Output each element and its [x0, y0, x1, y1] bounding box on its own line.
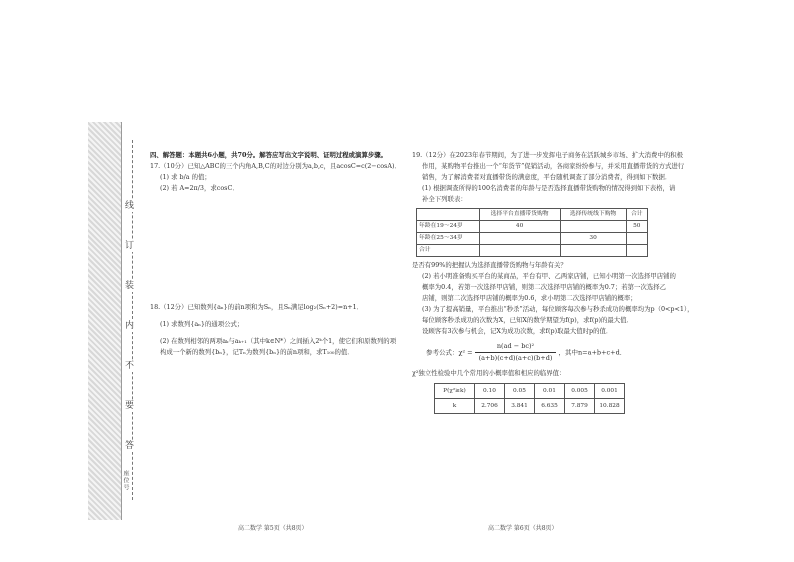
table-cell: 0.05 — [505, 384, 535, 399]
table-cell: 3.841 — [505, 399, 535, 414]
table-cell: P(χ²≥k) — [435, 384, 475, 399]
question-19-stem-line: 销售，为了解消费者对直播带货的满意度，平台随机调查了部分消费者，得到如下数据． — [422, 173, 672, 181]
question-17-part-2: (2) 若 A=2π/3，求cosC． — [160, 184, 239, 192]
seal-char: 答 — [125, 441, 135, 451]
table-cell: 合计 — [417, 245, 480, 257]
formula-numerator: n(ad − bc)² — [475, 341, 557, 353]
question-18-stem: 18.（12分）已知数列{aₙ}的前n项和为Sₙ，且Sₙ满足log₂(Sₙ+2)=n+1． — [150, 303, 364, 311]
table-cell: 0.01 — [535, 384, 565, 399]
table-cell: k — [435, 399, 475, 414]
table-cell: 0.10 — [475, 384, 505, 399]
question-17-part-1: (1) 求 b/a 的值； — [160, 173, 211, 181]
question-19-part-3-cont: 每位顾客秒杀成功的次数为X，已知X的数学期望为f(p)，求f(p)的最大值． — [422, 316, 633, 324]
contingency-table — [416, 208, 648, 257]
formula-denominator: (a+b)(c+d)(a+c)(b+d) — [478, 354, 553, 362]
table-row — [435, 399, 625, 414]
question-19-question: 是否有99%的把握认为选择直播带货购物与年龄有关？ — [412, 261, 567, 269]
question-18-part-2-cont: 构成一个新的数列{bₙ}，记Tₙ为数列{bₙ}的前n项和，求T₁₀₀的值． — [160, 348, 354, 356]
table-cell: 选择平台直播带货购物 — [479, 209, 560, 221]
table-cell: 50 — [626, 221, 647, 233]
seal-char: 订 — [125, 241, 135, 251]
table-cell: 40 — [479, 221, 560, 233]
table-cell: 0.001 — [595, 384, 625, 399]
table-row — [417, 245, 648, 257]
table-cell: 10.828 — [595, 399, 625, 414]
page-5 — [150, 150, 401, 358]
seat-number-label: 座位号 — [122, 470, 129, 491]
question-19-part-1: (1) 根据调查所得的100名消费者的年龄与是否选择直播带货购物的情况得到如下表格，请 — [422, 184, 676, 192]
formula-fraction — [475, 341, 557, 364]
question-18-part-2: (2) 在数列相邻的两项aₖ与aₖ₊₁（其中k∈N*）之间插入2ᵏ个1，使它们和原数列的项 — [160, 337, 397, 345]
page-footer-left: 高二数学 第5页（共8页） — [238, 525, 308, 532]
question-19-part-2: (2) 若小明准备购买平台的某商品，平台有甲、乙两家店铺，已知小明第一次选择甲店铺的 — [422, 272, 676, 280]
seal-char: 装 — [125, 281, 135, 291]
seal-char: 不 — [125, 361, 135, 371]
formula-suffix: ，其中n=a+b+c+d． — [558, 348, 627, 357]
table-cell: 年龄在19～24岁 — [417, 221, 480, 233]
table-cell: 2.706 — [475, 399, 505, 414]
binding-strip — [88, 122, 122, 520]
table-row — [435, 384, 625, 399]
table-cell — [479, 245, 560, 257]
table-header-row — [417, 209, 648, 221]
table-cell: 0.005 — [565, 384, 595, 399]
seal-char: 内 — [125, 321, 135, 331]
page-footer-right: 高二数学 第6页（共8页） — [488, 525, 558, 532]
table-row — [417, 233, 648, 245]
table-cell — [560, 221, 626, 233]
page-6 — [412, 150, 694, 414]
answer-space — [150, 194, 395, 302]
table-cell — [626, 245, 647, 257]
table-cell — [560, 245, 626, 257]
question-19-stem: 19.（12分）在2023年春节期间，为了进一步发挥电子商务在活跃城乡市场、扩大消费中的积极 — [412, 151, 684, 159]
chi-square-intro: χ²独立性检验中几个常用的小概率值和相应的临界值： — [412, 369, 566, 377]
table-cell: 6.635 — [535, 399, 565, 414]
question-19-part-3-cont: 设顾客有3次参与机会，记X为成功次数，求f(p)取最大值时p的值． — [422, 327, 613, 335]
section-heading: 四、解答题：本题共6小题，共70分。解答应写出文字说明、证明过程或演算步骤。 — [150, 151, 388, 159]
question-19-part-2-cont: 概率为0.4，若第一次选择甲店铺，则第二次选择甲店铺的概率为0.7；若第一次选择乙 — [422, 283, 666, 291]
table-cell: 合计 — [626, 209, 647, 221]
table-row — [417, 221, 648, 233]
question-19-part-1-cont: 补全下列联表： — [422, 195, 467, 203]
table-cell — [479, 233, 560, 245]
question-17-stem: 17.（10分）已知△ABC的三个内角A,B,C的对边分别为a,b,c，且acosC=c(2−cosA)． — [150, 162, 401, 170]
question-19-part-2-cont: 店铺，则第二次选择甲店铺的概率为0.6，求小明第二次选择甲店铺的概率； — [422, 294, 637, 302]
reference-formula — [426, 341, 652, 364]
table-cell: 年龄在25～34岁 — [417, 233, 480, 245]
table-cell — [417, 209, 480, 221]
seal-char: 要 — [125, 401, 135, 411]
question-19-stem-line: 作用，某购物平台推出一个“年货节”促销活动，各商家纷纷参与，并采用直播带货的方式进行 — [422, 162, 685, 170]
question-18-part-1: (1) 求数列{aₙ}的通项公式； — [160, 320, 244, 328]
table-cell — [626, 233, 647, 245]
question-19-part-3: (3) 为了提高销量，平台推出“秒杀”活动，每位顾客每次参与秒杀成功的概率均为p（0<p<1）， — [422, 305, 694, 313]
seal-char: 线 — [125, 201, 135, 211]
table-cell: 选择传统线下购物 — [560, 209, 626, 221]
table-cell: 30 — [560, 233, 626, 245]
chi-square-table — [434, 383, 625, 414]
table-cell: 7.879 — [565, 399, 595, 414]
formula-prefix: 参考公式：χ² = — [426, 348, 473, 357]
